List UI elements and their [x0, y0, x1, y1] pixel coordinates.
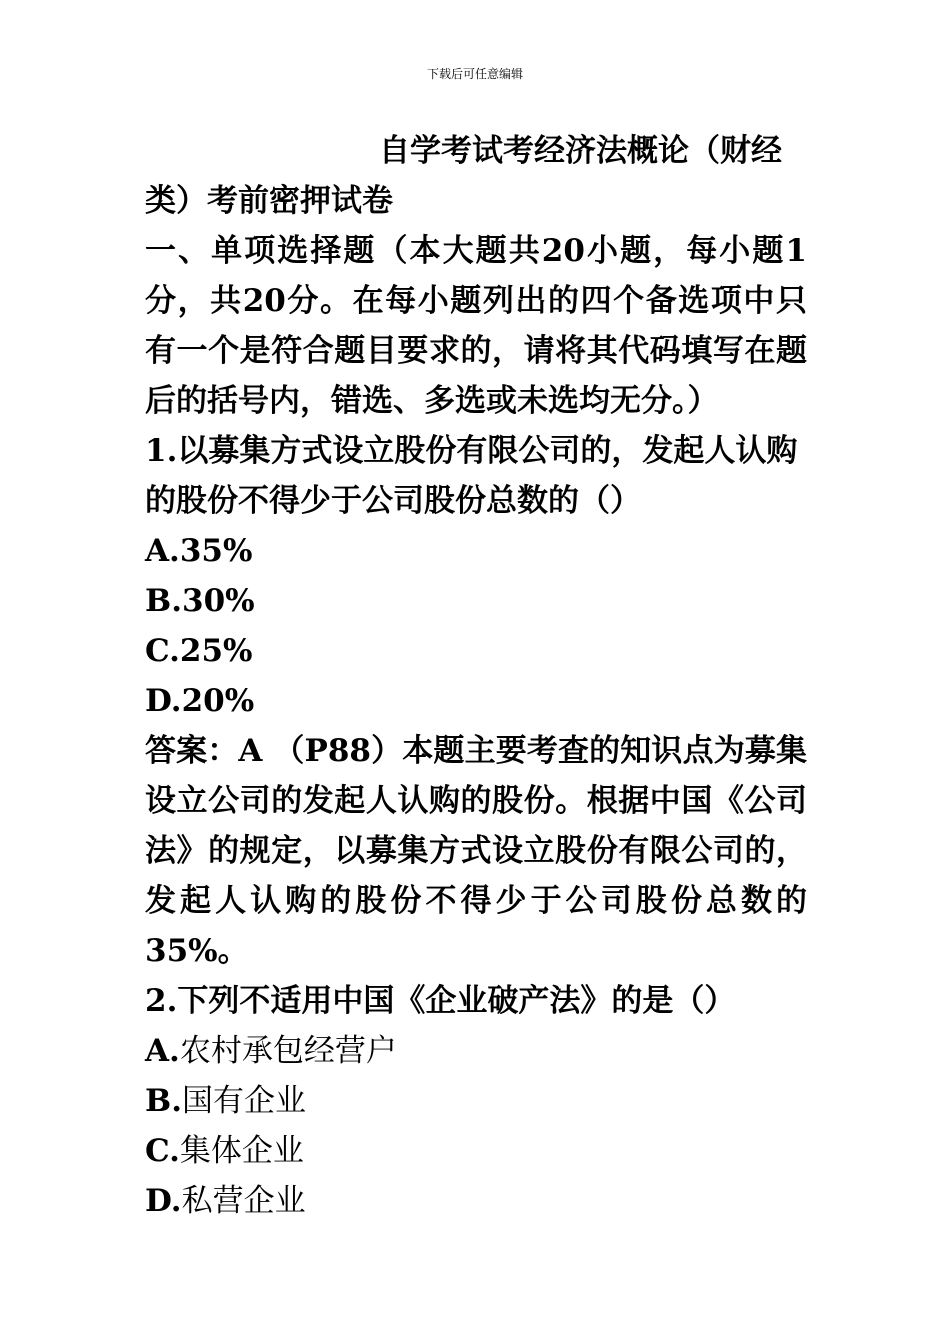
question-1-option-a: A.35%	[145, 533, 253, 569]
option-letter: A.	[145, 1033, 180, 1069]
question-1-option-b: B.30%	[145, 583, 255, 619]
question-2-stem: 2.下列不适用中国《企业破产法》的是（）	[145, 983, 736, 1019]
question-1-option-c: C.25%	[145, 633, 253, 669]
document-title: 自学考试考经济法概论（财经类）考前密押试卷	[145, 133, 782, 219]
option-text: 私营企业	[181, 1183, 306, 1219]
document-body	[145, 126, 807, 1226]
option-text: 国有企业	[182, 1083, 306, 1119]
option-letter: D.	[145, 1183, 182, 1219]
question-1-answer: 答案：A （P88）本题主要考查的知识点为募集设立公司的发起人认购的股份。根据中国《公司法》的规定，以募集方式设立股份有限公司的，发起人认购的股份不得少于公司股份总数的35%。	[145, 733, 807, 969]
option-text: 农村承包经营户	[179, 1033, 397, 1069]
question-2-option-c	[145, 1126, 807, 1176]
question-2-option-b	[145, 1076, 807, 1126]
page-header-note: 下载后可任意编辑	[426, 67, 523, 81]
question-1-stem: 1.以募集方式设立股份有限公司的，发起人认购的股份不得少于公司股份总数的（）	[145, 433, 798, 519]
option-text: 集体企业	[179, 1133, 304, 1169]
question-2-option-d	[145, 1176, 807, 1226]
section-heading: 一、单项选择题（本大题共20小题，每小题1分，共20分。在每小题列出的四个备选项中只有一个是符合题目要求的，请将其代码填写在题后的括号内，错选、多选或未选均无分。）	[145, 233, 807, 419]
question-1-option-d: D.20%	[145, 683, 255, 719]
option-letter: B.	[145, 1083, 182, 1119]
option-letter: C.	[145, 1133, 180, 1169]
question-2-option-a	[145, 1026, 807, 1076]
